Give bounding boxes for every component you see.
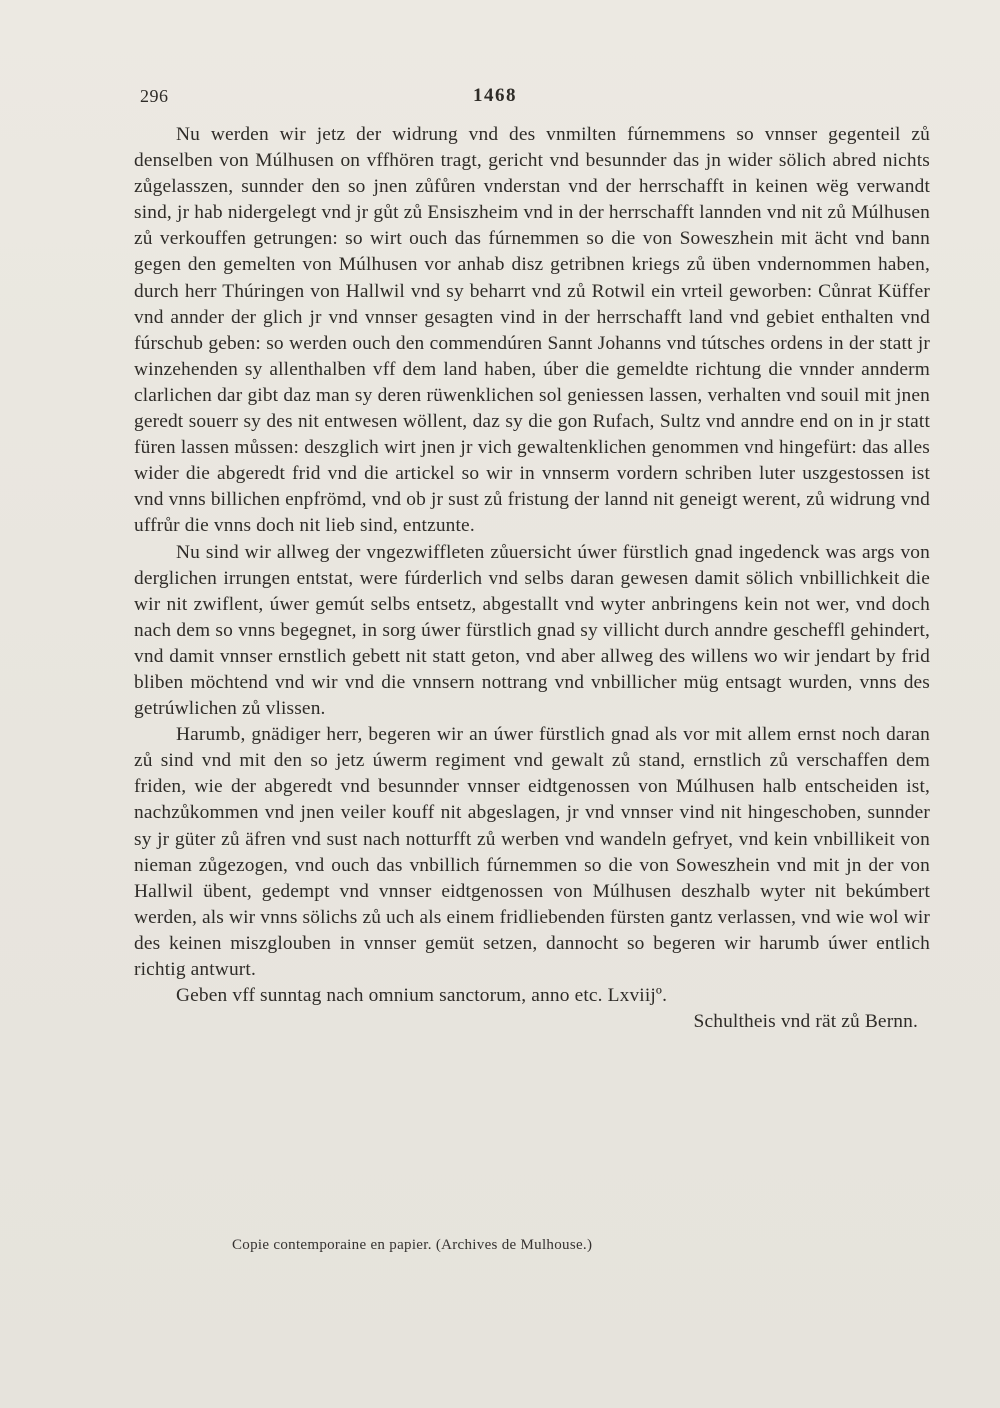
year-heading: 1468 [473,85,517,106]
source-note: Copie contemporaine en papier. (Archives de Mulhouse.) [232,1237,593,1253]
page-number: 296 [140,86,169,106]
dateline: Geben vff sunntag nach omnium sanctorum, anno etc. Lxviijº. [176,985,668,1007]
paragraph: Nu werden wir jetz der widrung vnd des vnmilten fúrnemmens so vnnser gegenteil zů denselben von Múlhusen on vffhören tragt, gericht vnd besunnder das jn wider sölich abred nichts zůgelasszen, sunnder den so jnen zůfůren vnderstan vnd der herrschafft in keinen wëg verwandt sind, jr hab nidergelegt vnd jr gůt zů Ensiszheim vnd in der herrschafft lannden vnd nit zů Múlhusen zů verkouffen getrungen: so wirt ouch das fúrnemmen so die von Soweszhein mit ächt vnd bann gegen den gemelten von Múlhusen vor anhab disz getribnen kriegs zů üben vndernommen haben, durch herr Thúringen von Hallwil vnd sy beharrt vnd zů Rotwil ein vrteil geworben: Cůnrat Küffer vnd annder der glich jr vnd vnnser gesagten vind in der herrschafft land vnd gebiet enthalten vnd fúrschub geben: so werden ouch den commendúren Sannt Johanns vnd tútsches ordens in der statt jr winzehenden sy allenthalben vff dem land haben, úber die gemeldte richtung die vnnder annderm clarlichen dar gibt daz man sy deren rüwenklichen sol geniessen lassen, verhalten vnd souil mit jnen geredt souerr sy des nit entwesen wöllent, daz sy die gon Rufach, Sultz vnd anndre end on in jr statt füren lassen můssen: deszglich wirt jnen jr vich gewaltenklichen genommen vnd hingefürt: das alles wider die abgeredt frid vnd die artickel so wir in vnnserm vordern schriben luter uszgestossen ist vnd vnns billichen enpfrömd, vnd ob jr sust zů fristung der lannd nit geneigt werent, zů widrung vnd uffrůr die vnns doch nit lieb sind, entzunte. [134,124,930,537]
paragraph: Nu sind wir allweg der vngezwiffleten zůuersicht úwer fürstlich gnad ingedenck was args von derglichen irrungen entstat, were fúrderlich vnd selbs daran gewesen damit sölich vnbillichkeit die wir nit zwiflent, úwer gemút selbs entsetz, abgestallt vnd wyter anbringens kein not wer, vnd doch nach dem so vnns begegnet, in sorg úwer fürstlich gnad sy villicht durch anndre gescheffl gehindert, vnd damit vnnser ernstlich gebett nit statt geton, vnd aber allweg des willens wo wir jendart by frid bliben möchtend vnd wir vnd die vnnsern nottrang vnd vnbillicher müg entsagt wurden, vnns des getrúwlichen zů vlissen. [134,541,930,720]
page-header [132,86,868,110]
signature-line: Schultheis vnd rät zů Bernn. [693,1011,918,1033]
letter-body [134,122,930,1035]
paragraph: Harumb, gnädiger herr, begeren wir an úwer fürstlich gnad als vor mit allem ernst noch daran zů sind vnd mit den so jetz úwerm regiment vnd gewalt zů stand, ernstlich zů verschaffen dem friden, wie der abgeredt vnd besunnder vnnser eidtgenossen von Múlhusen halb entscheiden ist, nachzůkommen vnd jnen veiler kouff nit abgeslagen, jr vnd vnnser vind nit hingeschoben, sunnder sy jr güter zů äfren vnd sust nach notturfft zů werben vnd wandeln gefryet, vnd kein vnbillikeit von nieman zůgezogen, vnd ouch das vnbillich fúrnemmen so die von Soweszhein vnd mit jn der von Hallwil übent, gedempt vnd vnnser eidtgenossen von Múlhusen deszhalb wyter nit bekúmbert werden, als wir vnns sölichs zů uch als einem fridliebenden fürsten gantz verlassen, vnd wie wol wir des keinen miszglouben in vnnser gemüt setzen, dannocht so begeren wir harumb úwer entlich richtig antwurt. [134,724,930,980]
